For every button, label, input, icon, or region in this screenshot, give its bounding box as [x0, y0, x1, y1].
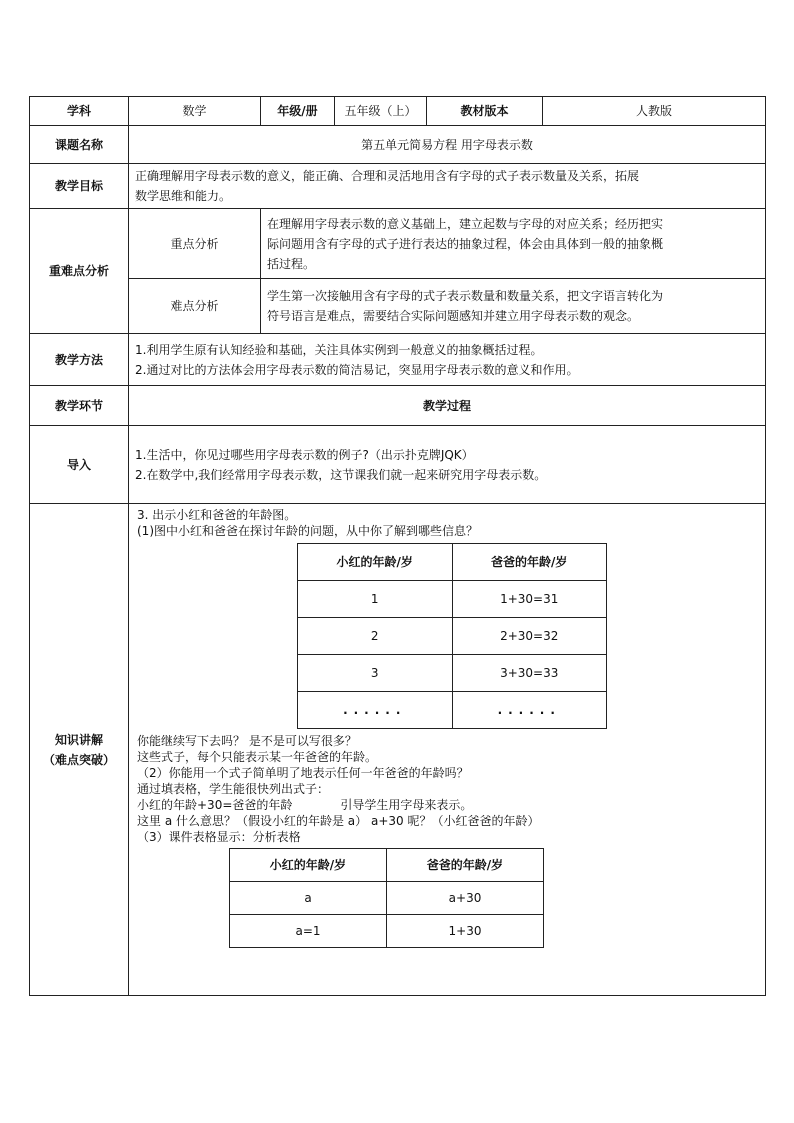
intro-text [129, 426, 766, 504]
knowledge-line-3: 你能继续写下去吗？ 是不是可以写很多？ [137, 734, 357, 748]
hard-point-row [30, 279, 766, 334]
goals-text [129, 164, 766, 209]
key-point-line-2: 际问题用含有字母的式子进行表达的抽象过程，体会由具体到一般的抽象概 [267, 236, 664, 251]
method-line-2: 2.通过对比的方法体会用字母表示数的简洁易记，突显用字母表示数的意义和作用。 [135, 362, 579, 377]
knowledge-label-sub: （难点突破） [42, 752, 115, 767]
table-cell-ellipsis: ...... [452, 692, 607, 729]
topic-row [30, 126, 766, 164]
key-point-row [30, 209, 766, 279]
knowledge-line-7: 这里 a 什么意思？（假设小红的年龄是 a） a+30 呢？（小红爸爸的年龄） [137, 814, 540, 828]
knowledge-line-1: 3. 出示小红和爸爸的年龄图。 [137, 508, 297, 522]
key-point-text [261, 209, 766, 279]
hard-point-text [261, 279, 766, 334]
knowledge-line-8: （3）课件表格显示：分析表格 [137, 830, 301, 844]
method-line-1: 1.利用学生原有认知经验和基础，关注具体实例到一般意义的抽象概括过程。 [135, 342, 543, 357]
goals-line-2: 数学思维和能力。 [135, 189, 232, 203]
difficulty-label: 重难点分析 [30, 209, 129, 334]
knowledge-line-6: 通过填表格，学生能很快列出式子： [137, 782, 330, 796]
letter-table-header-child: 小红的年龄/岁 [230, 849, 387, 882]
knowledge-content [129, 504, 766, 996]
table-cell: 1+30 [387, 915, 544, 948]
edition-value: 人教版 [543, 97, 766, 126]
formula-guide: 引导学生用字母来表示。 [340, 798, 473, 812]
goals-line-1: 正确理解用字母表示数的意义，能正确、合理和灵活地用含有字母的式子表示数量及关系，拓展 [135, 169, 640, 183]
process-label: 教学过程 [129, 386, 766, 426]
table-cell: 3 [298, 655, 453, 692]
intro-line-1: 1.生活中，你见过哪些用字母表示数的例子?（出示扑克牌JQK） [135, 447, 474, 462]
knowledge-label-main: 知识讲解 [54, 732, 103, 747]
table-cell: a+30 [387, 882, 544, 915]
process-header-row [30, 386, 766, 426]
grade-value: 五年级（上） [335, 97, 427, 126]
method-label: 教学方法 [30, 334, 129, 386]
edition-label: 教材版本 [427, 97, 543, 126]
knowledge-row [30, 504, 766, 996]
key-point-line-3: 括过程。 [267, 256, 316, 271]
knowledge-line-4: 这些式子，每个只能表示某一年爸爸的年龄。 [137, 750, 378, 764]
method-text [129, 334, 766, 386]
subject-label: 学科 [30, 97, 129, 126]
hard-point-line-2: 符号语言是难点，需要结合实际问题感知并建立用字母表示数的观念。 [267, 309, 640, 323]
table-row [230, 915, 544, 948]
lesson-plan-table [29, 96, 766, 996]
table-row [298, 618, 607, 655]
key-point-line-1: 在理解用字母表示数的意义基础上，建立起数与字母的对应关系；经历把实 [267, 216, 664, 231]
table-cell: 2 [298, 618, 453, 655]
topic-value: 第五单元简易方程 用字母表示数 [129, 126, 766, 164]
age-table-numbers [297, 543, 607, 729]
topic-label: 课题名称 [30, 126, 129, 164]
letter-table-header-father: 爸爸的年龄/岁 [387, 849, 544, 882]
table-row [298, 655, 607, 692]
table-cell: 1+30=31 [452, 581, 607, 618]
table-row [298, 581, 607, 618]
table-row [298, 692, 607, 729]
hard-point-line-1: 学生第一次接触用含有字母的式子表示数量和数量关系，把文字语言转化为 [267, 289, 664, 303]
table-cell: a [230, 882, 387, 915]
age-table-letters [229, 848, 544, 948]
key-point-label: 重点分析 [129, 209, 261, 279]
grade-label: 年级/册 [261, 97, 335, 126]
method-row [30, 334, 766, 386]
header-row [30, 97, 766, 126]
knowledge-line-2: (1)图中小红和爸爸在探讨年龄的问题，从中你了解到哪些信息？ [137, 524, 479, 538]
goals-row [30, 164, 766, 209]
age-table-header-child: 小红的年龄/岁 [298, 544, 453, 581]
intro-row [30, 426, 766, 504]
process-stage-label: 教学环节 [30, 386, 129, 426]
knowledge-label [30, 504, 129, 996]
intro-label: 导入 [30, 426, 129, 504]
table-cell: a=1 [230, 915, 387, 948]
table-cell-ellipsis: ...... [298, 692, 453, 729]
intro-line-2: 2.在数学中,我们经常用字母表示数，这节课我们就一起来研究用字母表示数。 [135, 467, 547, 482]
formula-text: 小红的年龄+30=爸爸的年龄 [137, 798, 293, 812]
table-cell: 3+30=33 [452, 655, 607, 692]
table-cell: 2+30=32 [452, 618, 607, 655]
age-table-header-father: 爸爸的年龄/岁 [452, 544, 607, 581]
goals-label: 教学目标 [30, 164, 129, 209]
table-cell: 1 [298, 581, 453, 618]
knowledge-line-5: （2）你能用一个式子简单明了地表示任何一年爸爸的年龄吗？ [137, 766, 469, 780]
table-row [230, 882, 544, 915]
subject-value: 数学 [129, 97, 261, 126]
knowledge-formula-line [137, 797, 757, 813]
hard-point-label: 难点分析 [129, 279, 261, 334]
